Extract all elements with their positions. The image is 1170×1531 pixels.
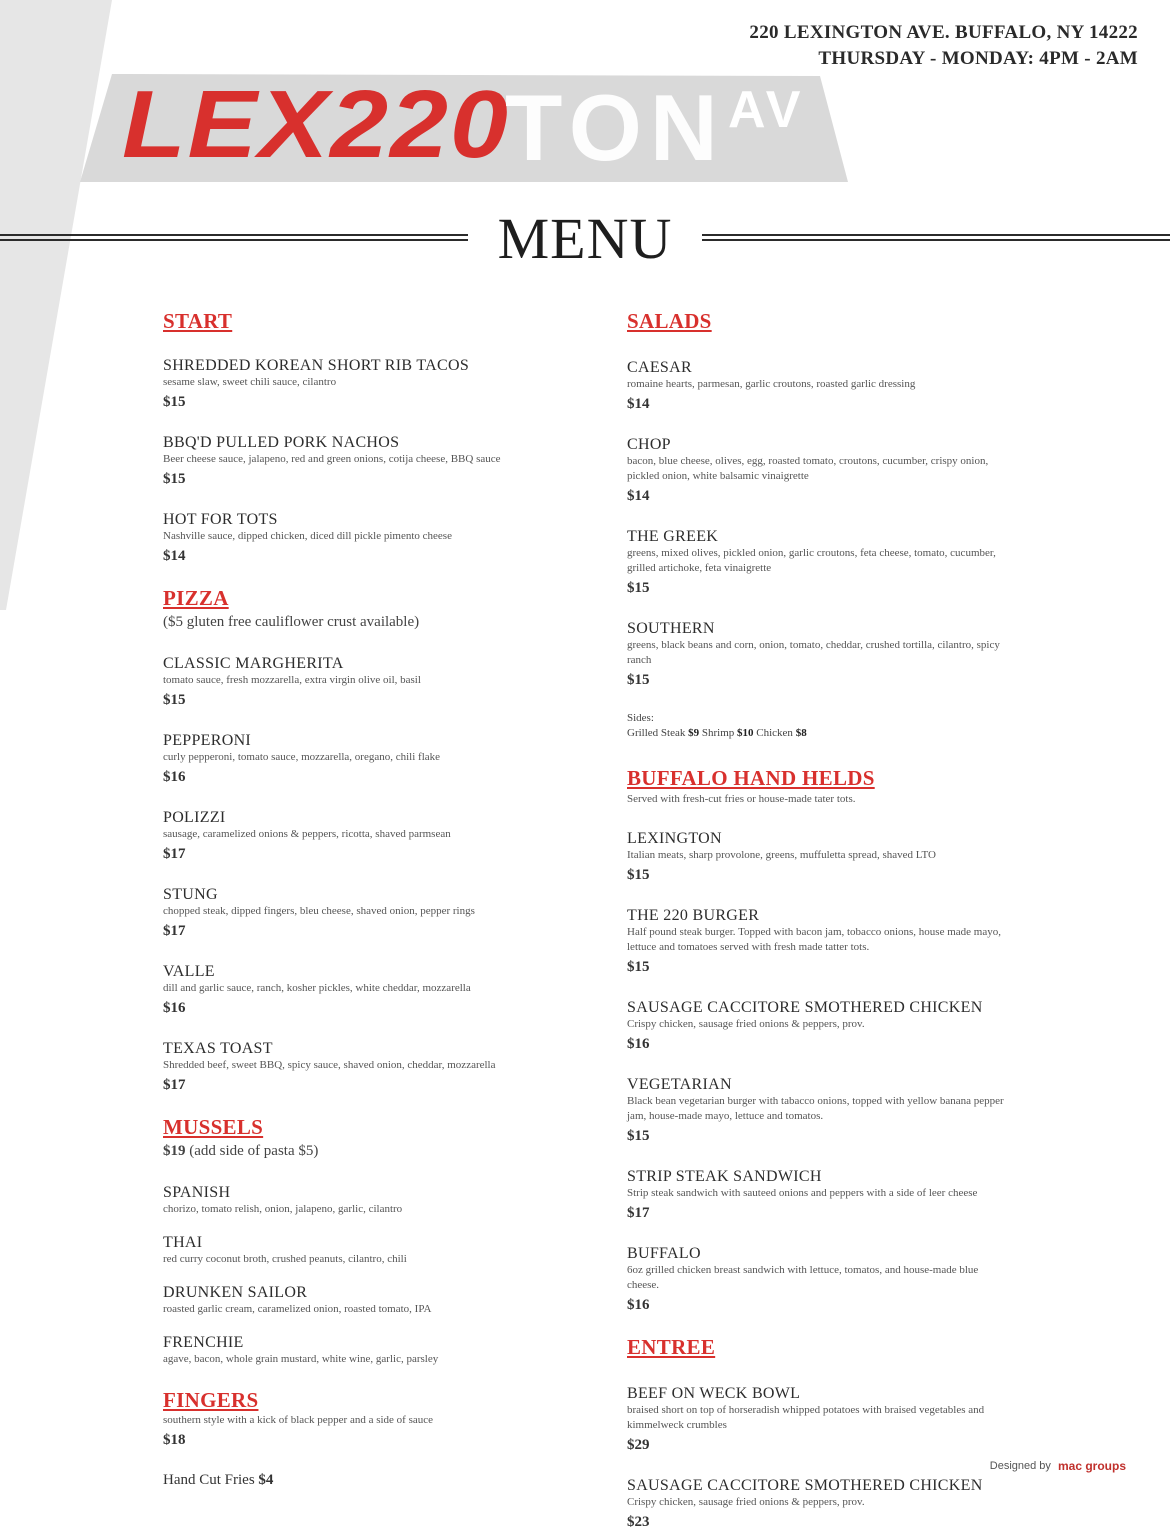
item-description: Strip steak sandwich with sauteed onions and peppers with a side of leer cheese [627, 1187, 978, 1199]
sides-list [627, 726, 1007, 741]
sides-label: Sides: [627, 712, 654, 724]
item-price: $18 [163, 1432, 186, 1448]
designer-logo: mac groups [1057, 1459, 1126, 1473]
left-column [163, 308, 583, 1490]
menu-item [163, 1333, 583, 1367]
menu-item [163, 1283, 583, 1317]
side-shrimp-label: Shrimp [701, 727, 735, 739]
right-column [627, 308, 1007, 1531]
item-name: PEPPERONI [163, 732, 252, 749]
section-title: FINGERS [163, 1388, 259, 1412]
item-description: Half pound steak burger. Topped with bacon jam, tobacco onions, house made mayo, lettuce and tomatoes served with fresh made tatter tots. [627, 926, 1001, 953]
side-chicken-label: Chicken [756, 727, 793, 739]
section-start [163, 308, 583, 565]
item-description: agave, bacon, whole grain mustard, white wine, garlic, parsley [163, 1353, 439, 1365]
item-price: $17 [163, 923, 186, 939]
item-name: VALLE [163, 963, 215, 980]
item-description: 6oz grilled chicken breast sandwich with lettuce, tomatos, and house-made blue cheese. [627, 1264, 979, 1291]
item-name: HOT FOR TOTS [163, 511, 278, 528]
item-name: BUFFALO [627, 1245, 701, 1262]
fries-line [163, 1471, 583, 1490]
item-description: bacon, blue cheese, olives, egg, roasted tomato, croutons, cucumber, crispy onion, pickled onion, white balsamic vinaigrette [627, 455, 989, 482]
item-price: $15 [627, 867, 650, 883]
item-description: Crispy chicken, sausage fried onions & peppers, prov. [627, 1018, 865, 1030]
designer-credit [990, 1459, 1126, 1473]
item-name: SHREDDED KOREAN SHORT RIB TACOS [163, 357, 470, 374]
menu-item [163, 731, 583, 786]
menu-item [627, 829, 1007, 884]
item-description: Black bean vegetarian burger with tabacco onions, topped with yellow banana pepper jam, house-made mayo, lettuce and tomatos. [627, 1095, 1004, 1122]
item-description: red curry coconut broth, crushed peanuts, cilantro, chili [163, 1253, 407, 1265]
menu-item [627, 1244, 1007, 1314]
item-name: BBQ'D PULLED PORK NACHOS [163, 434, 400, 451]
menu-item [163, 510, 583, 565]
menu-item [163, 885, 583, 940]
item-description: greens, mixed olives, pickled onion, garlic croutons, feta cheese, tomato, cucumber, grilled artichoke, feta vinaigrette [627, 547, 996, 574]
item-description: sausage, caramelized onions & peppers, ricotta, shaved parmsean [163, 828, 451, 840]
menu-item [627, 1167, 1007, 1222]
fries-label: Hand Cut Fries [163, 1472, 255, 1488]
item-name: THE 220 BURGER [627, 907, 760, 924]
address-line: 220 LEXINGTON AVE. BUFFALO, NY 14222 [749, 22, 1138, 43]
item-price: $16 [627, 1036, 650, 1052]
section-hand-helds [627, 765, 1007, 1314]
menu-item [627, 1075, 1007, 1145]
item-description: Shredded beef, sweet BBQ, spicy sauce, shaved onion, cheddar, mozzarella [163, 1059, 496, 1071]
logo-av-text: AV [728, 81, 805, 139]
logo [80, 70, 860, 190]
item-description: southern style with a kick of black pepper and a side of sauce [163, 1414, 434, 1426]
menu-item [163, 1183, 583, 1217]
item-price: $17 [627, 1205, 650, 1221]
item-description: chopped steak, dipped fingers, bleu cheese, shaved onion, pepper rings [163, 905, 475, 917]
hours-line: THURSDAY - MONDAY: 4PM - 2AM [818, 48, 1138, 69]
item-price: $15 [163, 692, 186, 708]
item-price: $16 [163, 1000, 186, 1016]
salad-sides [627, 711, 1007, 741]
item-price: $15 [163, 394, 186, 410]
item-name: STUNG [163, 886, 218, 903]
item-price: $15 [627, 1128, 650, 1144]
address-block [749, 20, 1138, 72]
section-title: MUSSELS [163, 1115, 264, 1139]
logo-red-text: LEX220 [122, 71, 510, 178]
section-title: BUFFALO HAND HELDS [627, 766, 875, 790]
side-shrimp-price: $10 [737, 727, 754, 739]
item-price: $17 [163, 846, 186, 862]
menu-item [163, 1233, 583, 1267]
item-price: $29 [627, 1437, 650, 1453]
item-name: BEEF ON WECK BOWL [627, 1385, 801, 1402]
item-name: POLIZZI [163, 809, 226, 826]
item-name: CAESAR [627, 359, 692, 376]
menu-item [627, 998, 1007, 1053]
menu-item [163, 962, 583, 1017]
menu-item [627, 435, 1007, 505]
section-entree [627, 1334, 1007, 1531]
mussels-price: $19 [163, 1143, 186, 1159]
section-note: ($5 gluten free cauliflower crust available) [163, 614, 420, 630]
item-price: $16 [163, 769, 186, 785]
item-price: $14 [163, 548, 186, 564]
item-description: sesame slaw, sweet chili sauce, cilantro [163, 376, 337, 388]
menu-item [627, 1476, 1007, 1531]
menu-item [163, 356, 583, 411]
section-note [163, 1142, 583, 1161]
item-price: $15 [627, 959, 650, 975]
item-description: Beer cheese sauce, jalapeno, red and green onions, cotija cheese, BBQ sauce [163, 453, 501, 465]
item-price: $16 [627, 1297, 650, 1313]
menu-title: MENU [497, 206, 673, 271]
item-description: dill and garlic sauce, ranch, kosher pickles, white cheddar, mozzarella [163, 982, 471, 994]
menu-item [627, 619, 1007, 689]
item-name: LEXINGTON [627, 830, 722, 847]
item-price: $15 [163, 471, 186, 487]
item-price: $17 [163, 1077, 186, 1093]
side-chicken-price: $8 [795, 727, 807, 739]
mussels-note: (add side of pasta $5) [189, 1143, 319, 1159]
item-name: FRENCHIE [163, 1334, 244, 1351]
menu-item [163, 1039, 583, 1094]
item-description: Crispy chicken, sausage fried onions & peppers, prov. [627, 1496, 865, 1508]
item-price: $15 [627, 580, 650, 596]
section-title: SALADS [627, 309, 712, 333]
item-price: $23 [627, 1514, 650, 1530]
item-description: tomato sauce, fresh mozzarella, extra virgin olive oil, basil [163, 674, 421, 686]
section-salads [627, 308, 1007, 741]
item-name: SOUTHERN [627, 620, 715, 637]
menu-item [163, 808, 583, 863]
side-steak-label: Grilled Steak [627, 727, 686, 739]
item-price: $14 [627, 396, 650, 412]
fries-price: $4 [258, 1472, 274, 1488]
section-mussels [163, 1114, 583, 1367]
item-description: greens, black beans and corn, onion, tomato, cheddar, crushed tortilla, cilantro, spicy ranch [627, 639, 1000, 666]
menu-item [163, 654, 583, 709]
menu-item [163, 433, 583, 488]
item-description: roasted garlic cream, caramelized onion, roasted tomato, IPA [163, 1303, 432, 1315]
item-description: chorizo, tomato relish, onion, jalapeno, garlic, cilantro [163, 1203, 403, 1215]
item-description: braised short on top of horseradish whipped potatoes with braised vegetables and kimmelweck crumbles [627, 1404, 985, 1431]
section-fingers [163, 1387, 583, 1490]
item-name: VEGETARIAN [627, 1076, 732, 1093]
menu-item [627, 906, 1007, 976]
section-title: START [163, 309, 233, 333]
item-name: STRIP STEAK SANDWICH [627, 1168, 822, 1185]
item-name: TEXAS TOAST [163, 1040, 273, 1057]
credit-label: Designed by [989, 1459, 1051, 1472]
item-name: DRUNKEN SAILOR [163, 1284, 308, 1301]
menu-item [627, 358, 1007, 413]
section-title: PIZZA [163, 586, 229, 610]
logo-grey-text: TON [505, 75, 726, 180]
item-name: THAI [163, 1234, 203, 1251]
section-pizza [163, 585, 583, 1094]
menu-item [627, 1384, 1007, 1454]
item-name: THE GREEK [627, 528, 719, 545]
item-description: Nashville sauce, dipped chicken, diced dill pickle pimento cheese [163, 530, 452, 542]
item-name: SPANISH [163, 1184, 231, 1201]
side-steak-price: $9 [688, 727, 700, 739]
item-name: SAUSAGE CACCITORE SMOTHERED CHICKEN [627, 1477, 983, 1494]
item-name: CLASSIC MARGHERITA [163, 655, 344, 672]
item-description: curly pepperoni, tomato sauce, mozzarella, oregano, chili flake [163, 751, 441, 763]
section-title: ENTREE [627, 1335, 716, 1359]
item-name: CHOP [627, 436, 671, 453]
item-description: Italian meats, sharp provolone, greens, muffuletta spread, shaved LTO [627, 849, 936, 861]
item-description: romaine hearts, parmesan, garlic croutons, roasted garlic dressing [627, 378, 916, 390]
item-price: $15 [627, 672, 650, 688]
item-price: $14 [627, 488, 650, 504]
item-name: SAUSAGE CACCITORE SMOTHERED CHICKEN [627, 999, 983, 1016]
section-note: Served with fresh-cut fries or house-made tater tots. [627, 793, 856, 805]
menu-item [627, 527, 1007, 597]
